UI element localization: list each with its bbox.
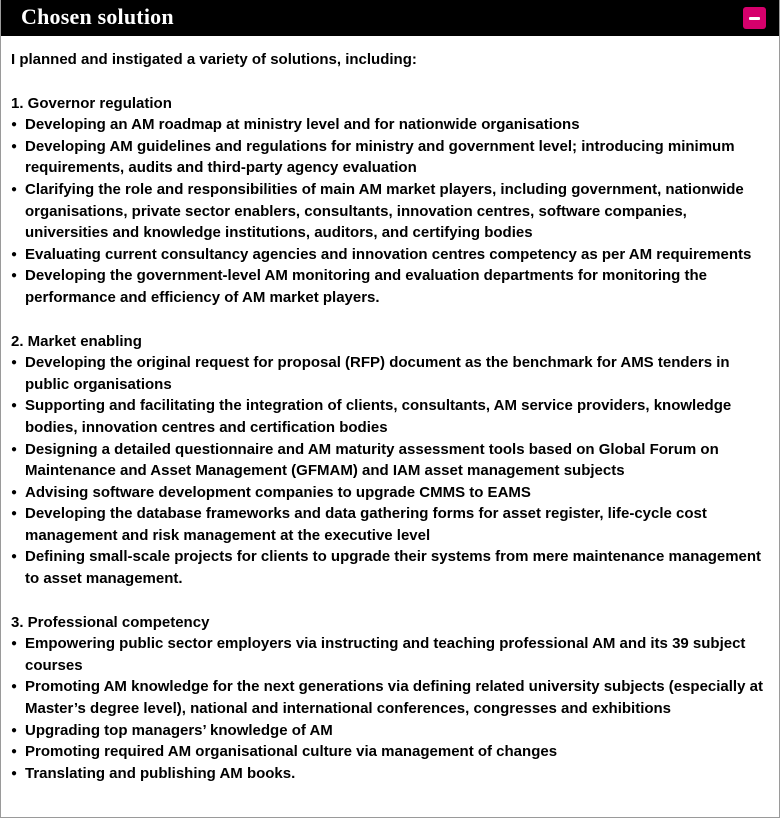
section-heading: 3. Professional competency: [11, 613, 210, 631]
bullet-item: ● Developing the database frameworks and data gathering forms for asset register, life-cycle cost management and risk management at the executive level: [11, 503, 767, 546]
bullet-item: ● Promoting required AM organisational culture via management of changes: [11, 741, 767, 763]
bullet-item: ● Developing an AM roadmap at ministry level and for nationwide organisations: [11, 114, 767, 136]
bullet-item: ● Supporting and facilitating the integration of clients, consultants, AM service providers, knowledge bodies, innovation centres and certification bodies: [11, 395, 767, 438]
bullet-item: ● Advising software development companies to upgrade CMMS to EAMS: [11, 482, 767, 504]
bullet-item: ● Developing AM guidelines and regulations for ministry and government level; introducing minimum requirements, audits and third-party agency evaluation: [11, 136, 767, 179]
section-heading: 1. Governor regulation: [11, 94, 172, 112]
section-heading: 2. Market enabling: [11, 332, 142, 350]
page-title: Chosen solution: [21, 4, 174, 29]
intro-text: I planned and instigated a variety of solutions, including:: [11, 51, 417, 68]
bullet-item: ● Defining small-scale projects for clients to upgrade their systems from mere maintenance management to asset management.: [11, 546, 767, 589]
bullet-item: ● Designing a detailed questionnaire and AM maturity assessment tools based on Global Forum on Maintenance and Asset Management (GFMAM) and IAM asset management subjects: [11, 439, 767, 482]
bullet-item: ● Clarifying the role and responsibilities of main AM market players, including government, nationwide organisations, private sector enablers, consultants, innovation centres, software companies, universities and knowledge institutions, auditors, and certifying bodies: [11, 179, 767, 244]
minus-icon: [749, 17, 760, 20]
sections: [11, 93, 767, 785]
bullet-item: ● Translating and publishing AM books.: [11, 763, 767, 785]
collapse-button[interactable]: [743, 7, 766, 29]
content-area: [1, 36, 779, 794]
bullet-list: [11, 352, 767, 590]
bullet-item: ● Developing the government-level AM monitoring and evaluation departments for monitoring the performance and efficiency of AM market players.: [11, 265, 767, 308]
bullet-item: ● Evaluating current consultancy agencies and innovation centres competency as per AM requirements: [11, 244, 767, 266]
bullet-item: ● Developing the original request for proposal (RFP) document as the benchmark for AMS tenders in public organisations: [11, 352, 767, 395]
bullet-list: [11, 633, 767, 784]
bullet-list: [11, 114, 767, 308]
bullet-item: ● Promoting AM knowledge for the next generations via defining related university subjects (especially at Master’s degree level), national and international conferences, congresses and exhibitions: [11, 676, 767, 719]
panel-header: [1, 0, 779, 36]
bullet-item: ● Upgrading top managers’ knowledge of AM: [11, 720, 767, 742]
bullet-item: ● Empowering public sector employers via instructing and teaching professional AM and its 39 subject courses: [11, 633, 767, 676]
